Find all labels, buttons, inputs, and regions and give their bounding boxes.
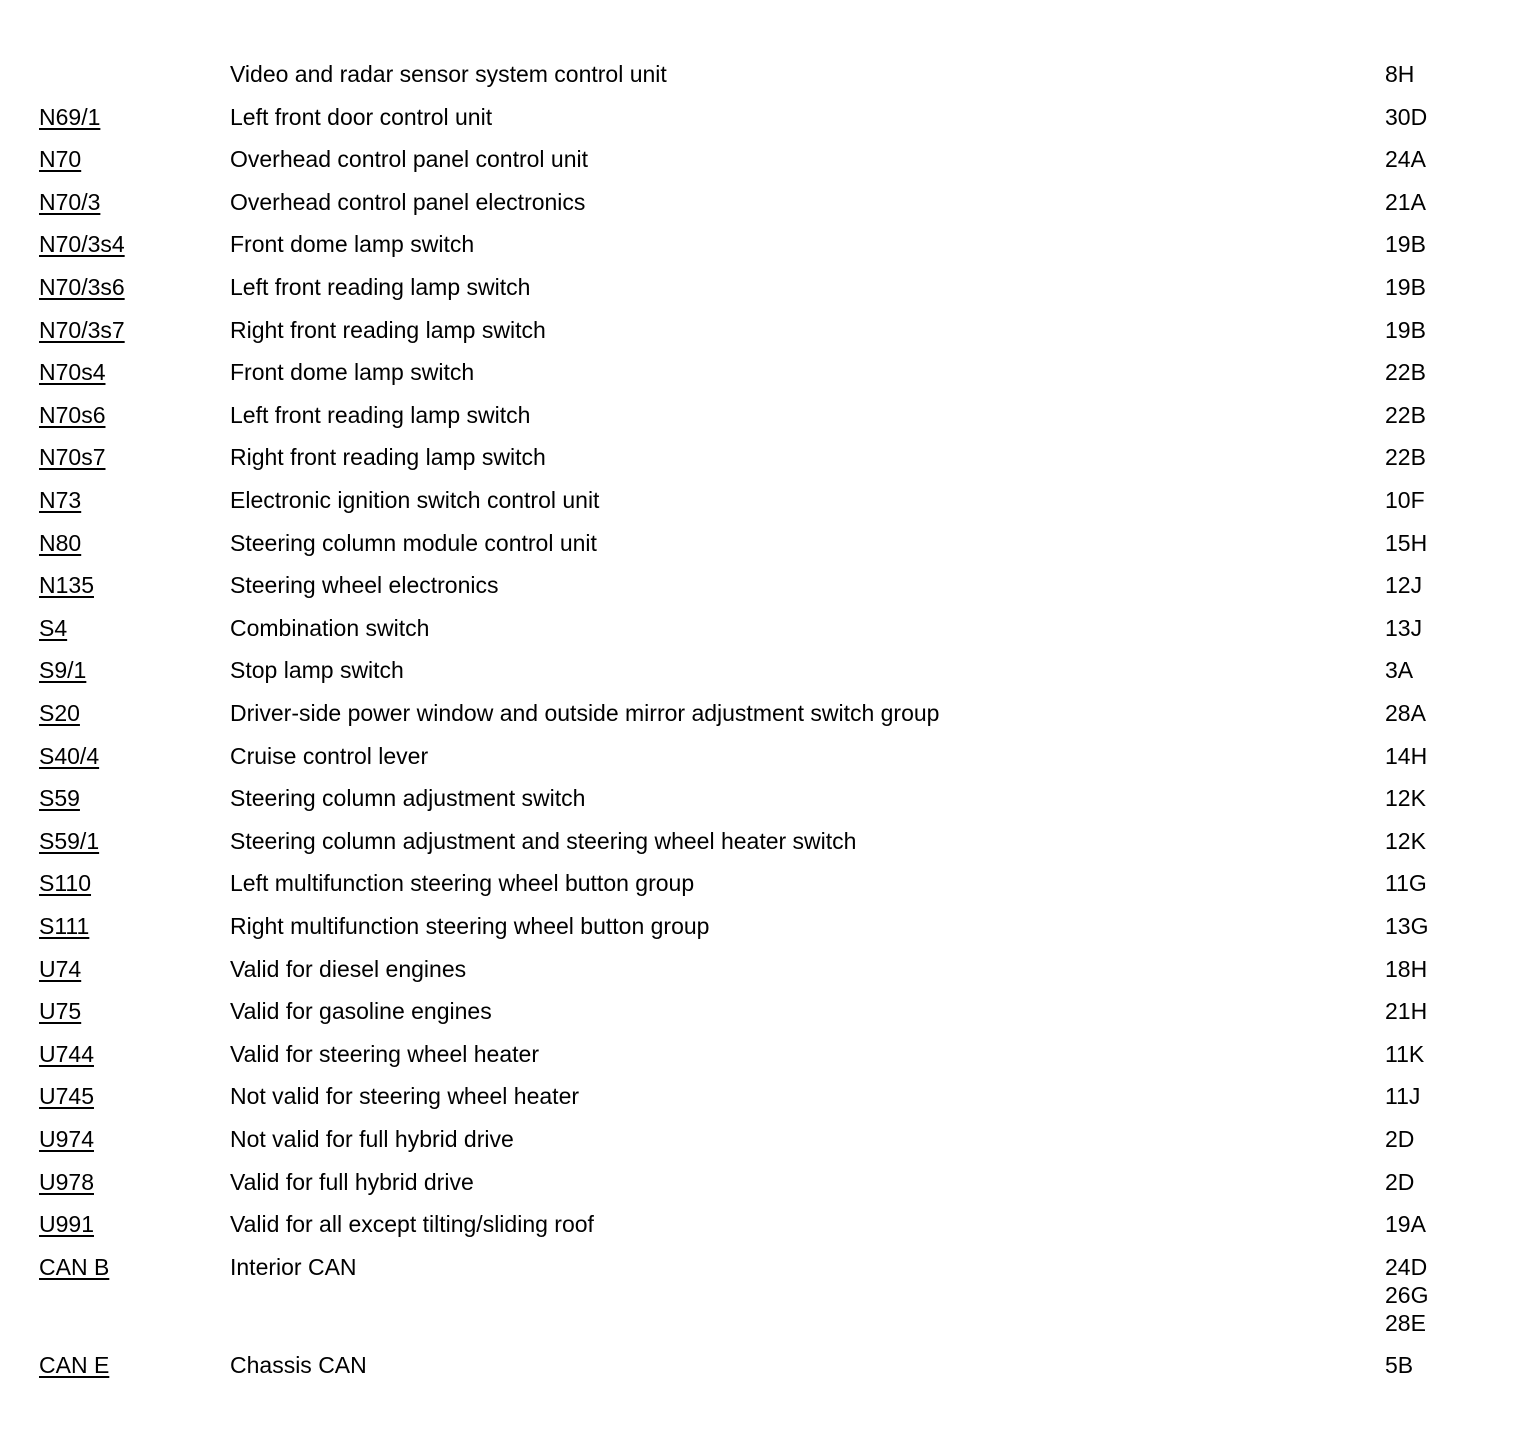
component-code (39, 401, 105, 429)
legend-row (0, 1082, 1520, 1124)
component-description: Video and radar sensor system control unit (230, 61, 667, 87)
component-description: Chassis CAN (230, 1352, 367, 1378)
legend-row (0, 742, 1520, 784)
component-code (39, 188, 100, 216)
component-code (39, 742, 99, 770)
legend-row (0, 1253, 1520, 1336)
component-code-link[interactable]: S110 (39, 870, 92, 896)
grid-reference-value: 11K (1385, 1041, 1425, 1067)
grid-reference (1385, 955, 1427, 983)
component-code (39, 827, 99, 855)
component-description: Not valid for steering wheel heater (230, 1083, 580, 1109)
component-code-link[interactable]: S59 (39, 785, 80, 811)
component-code (39, 1351, 109, 1379)
component-code-link[interactable]: U75 (39, 998, 82, 1024)
component-code (39, 443, 105, 471)
component-description: Steering column adjustment and steering wheel heater switch (230, 828, 857, 854)
component-code-link[interactable]: S4 (39, 615, 68, 641)
grid-reference-value: 22B (1385, 444, 1426, 470)
grid-reference-value: 15H (1385, 530, 1428, 556)
component-description: Overhead control panel electronics (230, 189, 586, 215)
legend-row (0, 784, 1520, 826)
grid-reference-value: 19B (1385, 231, 1426, 257)
legend-row (0, 443, 1520, 485)
grid-reference (1385, 1082, 1420, 1110)
component-description: Stop lamp switch (230, 657, 404, 683)
legend-row (0, 486, 1520, 528)
grid-reference-value: 28E (1385, 1310, 1426, 1336)
component-description: Left front door control unit (230, 104, 493, 130)
component-code-link[interactable]: S20 (39, 700, 80, 726)
component-code (39, 614, 67, 642)
component-code-link[interactable]: N69/1 (39, 104, 101, 130)
component-code-link[interactable]: S59/1 (39, 828, 100, 854)
component-code-link[interactable]: N70s7 (39, 444, 106, 470)
legend-row (0, 869, 1520, 911)
legend-row (0, 997, 1520, 1039)
legend-row (0, 1351, 1520, 1393)
component-code (39, 273, 125, 301)
grid-reference-value: 18H (1385, 956, 1428, 982)
component-description: Steering wheel electronics (230, 572, 499, 598)
component-code-link[interactable]: S9/1 (39, 657, 87, 683)
component-code (39, 656, 86, 684)
component-code-link[interactable]: N73 (39, 487, 82, 513)
grid-reference (1385, 571, 1422, 599)
component-code-link[interactable]: CAN E (39, 1352, 110, 1378)
component-code-link[interactable]: U974 (39, 1126, 94, 1152)
component-code (39, 103, 100, 131)
grid-reference (1385, 1210, 1426, 1238)
grid-reference (1385, 145, 1426, 173)
legend-row (0, 273, 1520, 315)
component-description: Cruise control lever (230, 743, 429, 769)
component-code-link[interactable]: N70/3 (39, 189, 101, 215)
legend-row (0, 827, 1520, 869)
component-code-link[interactable]: N135 (39, 572, 94, 598)
component-code-link[interactable]: U745 (39, 1083, 94, 1109)
grid-reference (1385, 699, 1426, 727)
grid-reference (1385, 742, 1427, 770)
grid-reference-value: 24A (1385, 146, 1426, 172)
grid-reference-value: 22B (1385, 359, 1426, 385)
component-code (39, 912, 89, 940)
legend-row (0, 656, 1520, 698)
component-description: Driver-side power window and outside mirror adjustment switch group (230, 700, 940, 726)
grid-reference-value: 24D (1385, 1254, 1428, 1280)
component-description: Electronic ignition switch control unit (230, 487, 600, 513)
component-code (39, 955, 81, 983)
component-code (39, 1125, 94, 1153)
grid-reference-value: 11J (1385, 1083, 1421, 1109)
component-code-link[interactable]: CAN B (39, 1254, 110, 1280)
component-description: Overhead control panel control unit (230, 146, 588, 172)
legend-row (0, 1125, 1520, 1167)
component-description: Left front reading lamp switch (230, 274, 531, 300)
grid-reference (1385, 443, 1426, 471)
component-description: Valid for all except tilting/sliding roof (230, 1211, 594, 1237)
component-code-link[interactable]: S40/4 (39, 743, 100, 769)
component-code (39, 529, 81, 557)
component-description: Valid for full hybrid drive (230, 1169, 474, 1195)
legend-row (0, 912, 1520, 954)
grid-reference-value: 2D (1385, 1126, 1415, 1152)
grid-reference-value: 26G (1385, 1282, 1429, 1308)
component-code-link[interactable]: N70 (39, 146, 82, 172)
grid-reference-value: 11G (1385, 870, 1427, 896)
legend-row (0, 230, 1520, 272)
grid-reference-value: 12K (1385, 785, 1426, 811)
grid-reference (1385, 316, 1426, 344)
grid-reference (1385, 103, 1427, 131)
component-description: Steering column adjustment switch (230, 785, 586, 811)
component-code (39, 145, 81, 173)
component-description: Steering column module control unit (230, 530, 597, 556)
grid-reference (1385, 60, 1414, 88)
legend-row (0, 358, 1520, 400)
grid-reference-value: 12J (1385, 572, 1423, 598)
component-code-link[interactable]: N70/3s6 (39, 274, 125, 300)
component-code (39, 1253, 109, 1281)
grid-reference (1385, 529, 1427, 557)
grid-reference (1385, 614, 1422, 642)
legend-row (0, 955, 1520, 997)
grid-reference-value: 19A (1385, 1211, 1426, 1237)
component-description: Left front reading lamp switch (230, 402, 531, 428)
grid-reference-value: 13G (1385, 913, 1429, 939)
grid-reference (1385, 912, 1428, 940)
grid-reference-value: 3A (1385, 657, 1414, 683)
component-code (39, 699, 80, 727)
component-code-link[interactable]: U978 (39, 1169, 94, 1195)
legend-row (0, 614, 1520, 656)
component-description: Right front reading lamp switch (230, 444, 546, 470)
component-code (39, 784, 80, 812)
grid-reference-value: 13J (1385, 615, 1423, 641)
component-code (39, 1168, 94, 1196)
legend-row (0, 571, 1520, 613)
component-code (39, 486, 81, 514)
grid-reference (1385, 486, 1425, 514)
component-code-link[interactable]: N70s6 (39, 402, 106, 428)
grid-reference (1385, 230, 1426, 258)
component-code (39, 1210, 94, 1238)
grid-reference (1385, 401, 1426, 429)
grid-reference (1385, 1351, 1413, 1379)
component-description: Front dome lamp switch (230, 359, 475, 385)
grid-reference-value: 10F (1385, 487, 1425, 513)
grid-reference (1385, 1125, 1414, 1153)
component-code (39, 358, 105, 386)
component-code (39, 869, 91, 897)
legend-row (0, 60, 1520, 102)
legend-row (0, 103, 1520, 145)
component-code (39, 230, 125, 258)
component-code (39, 571, 94, 599)
legend-row (0, 699, 1520, 741)
grid-reference (1385, 273, 1426, 301)
grid-reference-value: 19B (1385, 274, 1426, 300)
legend-row (0, 1210, 1520, 1252)
grid-reference-value: 14H (1385, 743, 1428, 769)
legend-row (0, 316, 1520, 358)
component-description: Not valid for full hybrid drive (230, 1126, 514, 1152)
legend-row (0, 1040, 1520, 1082)
grid-reference (1385, 1040, 1424, 1068)
grid-reference-value: 5B (1385, 1352, 1414, 1378)
grid-reference-value: 21A (1385, 189, 1426, 215)
grid-reference-value: 21H (1385, 998, 1428, 1024)
grid-reference-value: 28A (1385, 700, 1426, 726)
legend-row (0, 401, 1520, 443)
grid-reference (1385, 358, 1426, 386)
legend-row (0, 145, 1520, 187)
grid-reference (1385, 784, 1426, 812)
component-description: Combination switch (230, 615, 430, 641)
component-code (39, 316, 125, 344)
grid-reference-value: 22B (1385, 402, 1426, 428)
grid-reference (1385, 656, 1413, 684)
component-description: Front dome lamp switch (230, 231, 475, 257)
component-code-link[interactable]: N70s4 (39, 359, 106, 385)
grid-reference-value: 30D (1385, 104, 1428, 130)
grid-reference (1385, 1253, 1428, 1337)
grid-reference-value: 2D (1385, 1169, 1415, 1195)
grid-reference-value: 8H (1385, 61, 1415, 87)
component-code-link[interactable]: N70/3s4 (39, 231, 125, 257)
component-code-link[interactable]: N80 (39, 530, 82, 556)
component-description: Valid for gasoline engines (230, 998, 492, 1024)
grid-reference (1385, 188, 1426, 216)
component-code-link[interactable]: U991 (39, 1211, 94, 1237)
component-description: Right multifunction steering wheel button group (230, 913, 710, 939)
legend-row (0, 529, 1520, 571)
component-description: Valid for diesel engines (230, 956, 467, 982)
component-description: Interior CAN (230, 1254, 357, 1280)
grid-reference (1385, 997, 1427, 1025)
component-code (39, 1040, 94, 1068)
component-description: Left multifunction steering wheel button group (230, 870, 695, 896)
component-description: Valid for steering wheel heater (230, 1041, 539, 1067)
grid-reference (1385, 1168, 1414, 1196)
component-code-link[interactable]: U744 (39, 1041, 94, 1067)
legend-row (0, 188, 1520, 230)
legend-row (0, 1168, 1520, 1210)
component-code (39, 997, 81, 1025)
component-code-link[interactable]: S111 (39, 913, 90, 939)
grid-reference-value: 19B (1385, 317, 1426, 343)
component-code-link[interactable]: N70/3s7 (39, 317, 125, 343)
component-description: Right front reading lamp switch (230, 317, 546, 343)
grid-reference (1385, 869, 1427, 897)
component-code-link[interactable]: U74 (39, 956, 82, 982)
grid-reference (1385, 827, 1426, 855)
component-code (39, 1082, 94, 1110)
grid-reference-value: 12K (1385, 828, 1426, 854)
